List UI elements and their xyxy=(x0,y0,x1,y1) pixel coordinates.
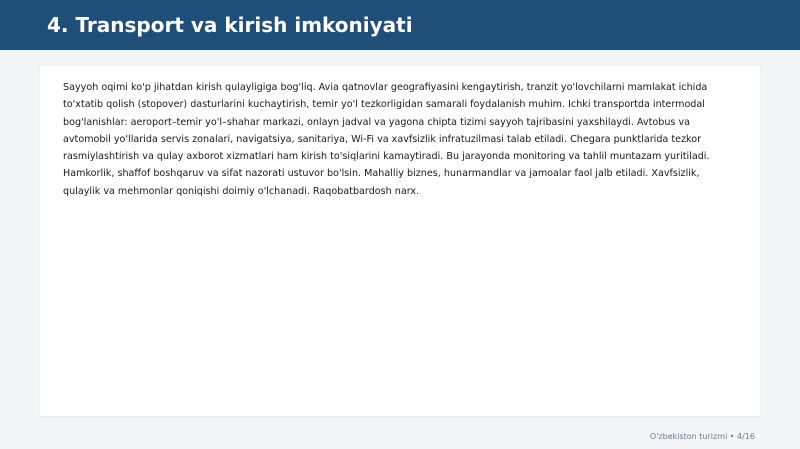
body-paragraph: Sayyoh oqimi ko'p jihatdan kirish qulayligiga bog'liq. Avia qatnovlar geografiyasini kengaytirish, tranzit yo'lovchilarni mamlakat ichida to'xtatib qolish (stopover) dasturlarini kuchaytirish, temir yo'l tezkorligidan samarali foydalanish muhim. Ichki transportda intermodal bog'lanishlar: aeroport–temir yo'l–shahar markazi, onlayn jadval va yagona chipta tizimi sayyoh tajribasini yaxshilaydi. Avtobus va avtomobil yo'llarida servis zonalari, navigatsiya, sanitariya, Wi-Fi va xavfsizlik infratuzilmasi talab etiladi. Chegara punktlarida tezkor rasmiylashtirish va qulay axborot xizmatlari ham kirish to'siqlarini kamaytiradi. Bu jarayonda monitoring va tahlil muntazam yuritiladi. Hamkorlik, shaffof boshqaruv va sifat nazorati ustuvor bo'lsin. Mahalliy biznes, hunarmandlar va jamoalar faol jalb etiladi. Xavfsizlik, qulaylik va mehmonlar qoniqishi doimiy o'lchanadi. Raqobatbardosh narx. xyxy=(63,82,710,197)
slide-title: 4. Transport va kirish imkoniyati xyxy=(47,13,413,37)
slide-footer: O'zbekiston turizmi • 4/16 xyxy=(649,432,755,441)
title-bar xyxy=(0,0,800,50)
content-card xyxy=(40,66,760,416)
